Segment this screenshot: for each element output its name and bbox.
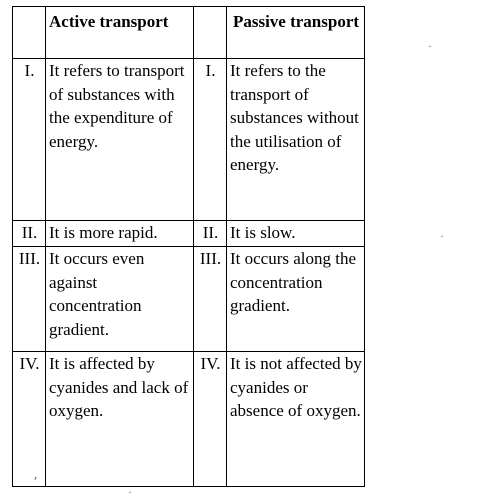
- scan-speck: ·: [440, 229, 444, 243]
- row-number-passive: II.: [194, 221, 227, 247]
- table-row: [13, 221, 365, 247]
- scan-speck: ,: [34, 467, 37, 481]
- passive-cell: It is not affected by cyanides or absence of oxygen.: [227, 352, 365, 487]
- table-row: [13, 352, 365, 487]
- row-number-active: IV.: [13, 352, 46, 487]
- row-number-passive: III.: [194, 247, 227, 352]
- row-number-active: II.: [13, 221, 46, 247]
- header-number-passive: [194, 7, 227, 59]
- passive-cell: It is slow.: [227, 221, 365, 247]
- header-row: [13, 7, 365, 59]
- passive-cell: It occurs along the concentration gradient.: [227, 247, 365, 352]
- active-cell: It is affected by cyanides and lack of oxygen.: [46, 352, 194, 487]
- row-number-active: I.: [13, 59, 46, 221]
- table-row: [13, 247, 365, 352]
- scan-speck: ·: [428, 39, 432, 53]
- row-number-passive: IV.: [194, 352, 227, 487]
- table-row: [13, 59, 365, 221]
- active-cell: It is more rapid.: [46, 221, 194, 247]
- header-number-active: [13, 7, 46, 59]
- active-cell: It occurs even against concentration gradient.: [46, 247, 194, 352]
- scan-speck: ·: [128, 485, 132, 499]
- comparison-table: [12, 6, 365, 487]
- row-number-active: III.: [13, 247, 46, 352]
- header-active-transport: Active transport: [46, 7, 194, 59]
- active-cell: It refers to transport of substances with the expenditure of energy.: [46, 59, 194, 221]
- row-number-passive: I.: [194, 59, 227, 221]
- header-passive-transport: Passive transport: [227, 7, 365, 59]
- passive-cell: It refers to the transport of substances without the utilisation of energy.: [227, 59, 365, 221]
